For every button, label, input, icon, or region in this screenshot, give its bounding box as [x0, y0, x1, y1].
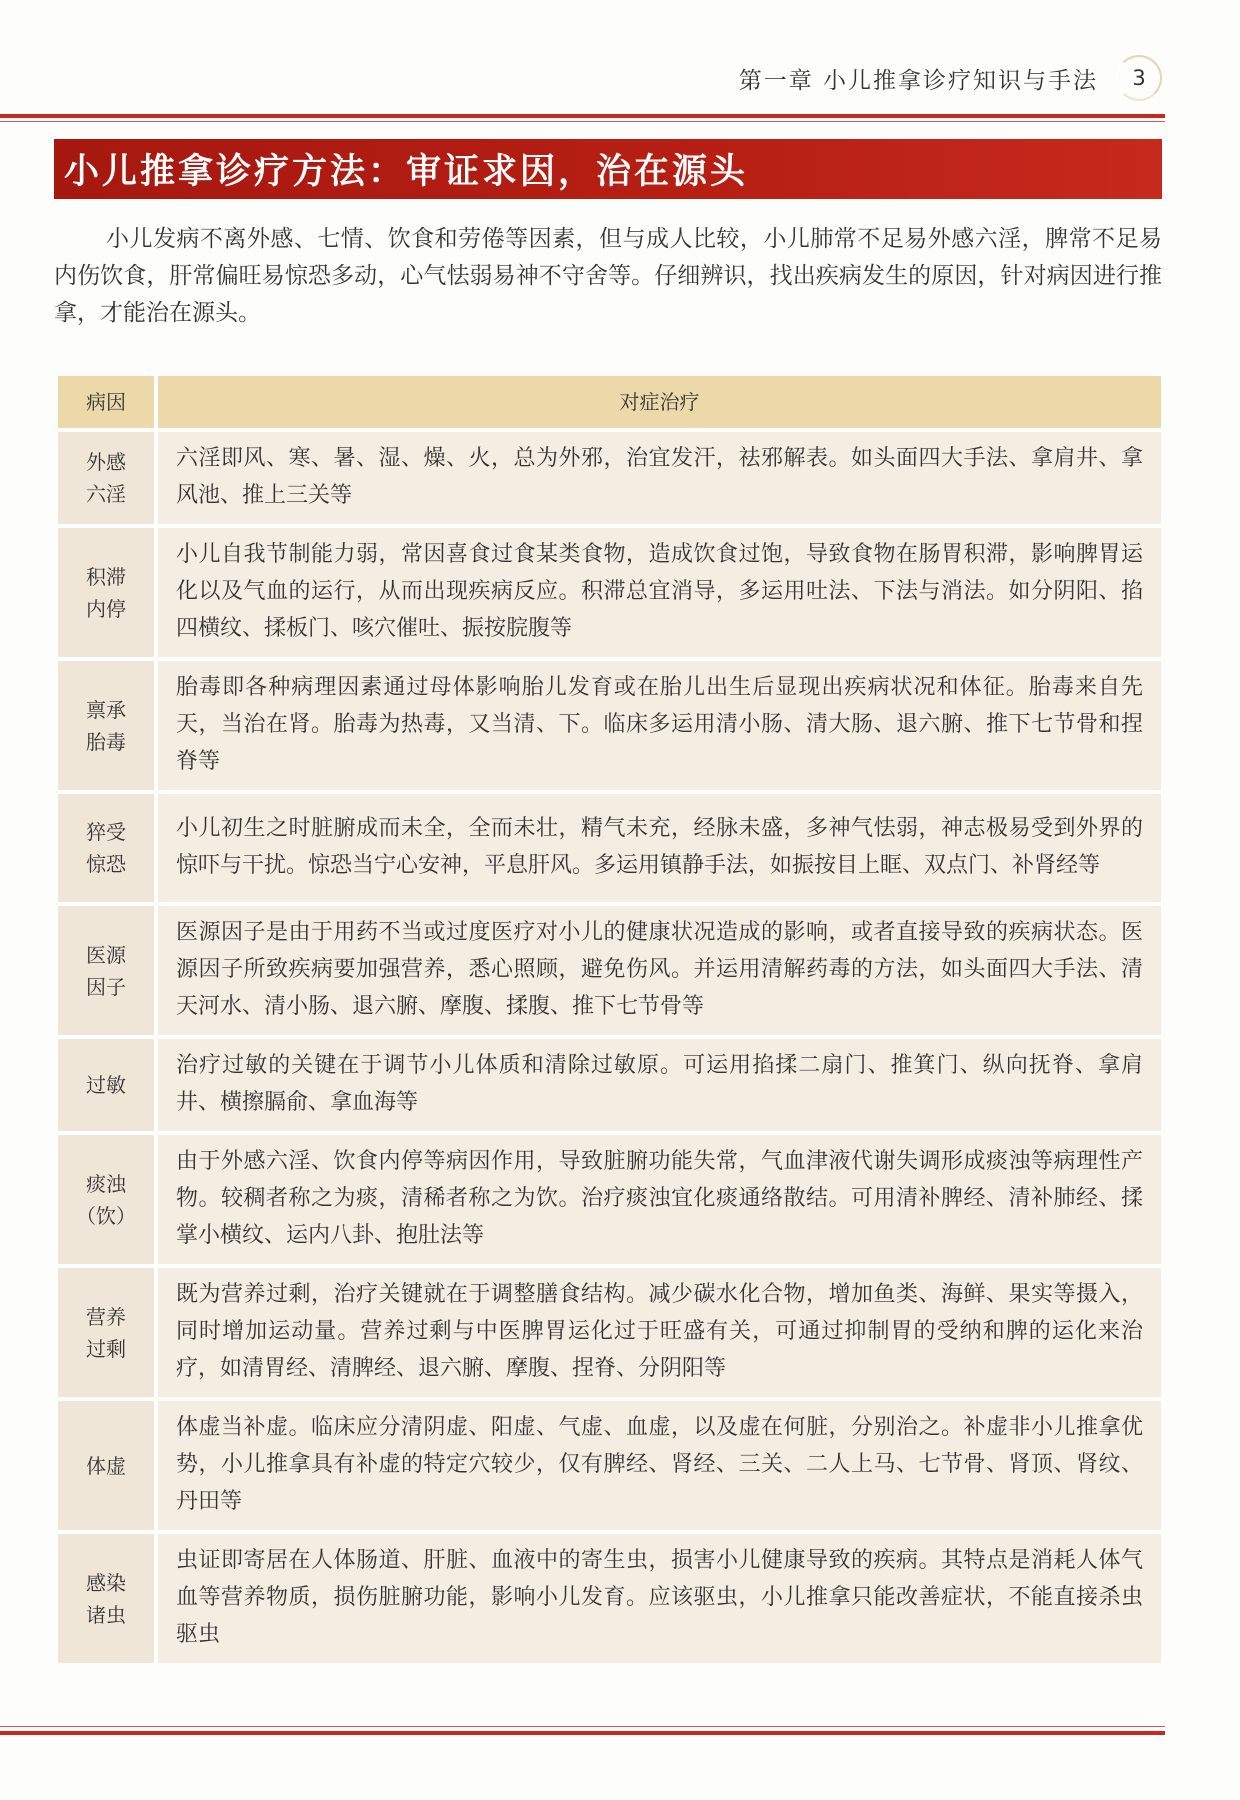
header-treatment: 对症治疗	[158, 376, 1161, 428]
cause-label: 惊恐	[86, 852, 126, 876]
cause-label: 过剩	[86, 1336, 126, 1361]
cause-cell	[58, 794, 154, 902]
header-rule-thin	[0, 121, 1165, 122]
treatment-cell: 胎毒即各种病理因素通过母体影响胎儿发育或在胎儿出生后显现出疾病状况和体征。胎毒来自先天，当治在肾。胎毒为热毒，又当清、下。临床多运用清小肠、清大肠、退六腑、推下七节骨和捏脊等	[158, 661, 1161, 790]
section-title: 小儿推拿诊疗方法：审证求因，治在源头	[64, 152, 749, 192]
footer-rule-thin	[0, 1726, 1165, 1727]
cause-label: 积滞	[86, 564, 126, 589]
cause-label: 诸虫	[86, 1602, 126, 1627]
treatment-cell: 六淫即风、寒、暑、湿、燥、火，总为外邪，治宜发汗，祛邪解表。如头面四大手法、拿肩井、拿风池、推上三关等	[158, 432, 1161, 524]
table-row	[58, 794, 1161, 902]
table-row	[58, 432, 1161, 524]
chapter-title: 第一章 小儿推拿诊疗知识与手法	[738, 67, 1098, 94]
header-rule	[0, 114, 1165, 118]
cause-label: 过敏	[86, 1073, 126, 1097]
cause-label: （饮）	[76, 1203, 136, 1228]
cause-label: 六淫	[86, 482, 126, 506]
treatment-cell: 小儿初生之时脏腑成而未全，全而未壮，精气未充，经脉未盛，多神气怯弱，神志极易受到外界的惊吓与干扰。惊恐当宁心安神，平息肝风。多运用镇静手法，如振按目上眶、双点门、补肾经等	[158, 794, 1161, 902]
table-row	[58, 1534, 1161, 1663]
cause-label: 痰浊	[86, 1171, 126, 1196]
treatment-cell: 由于外感六淫、饮食内停等病因作用，导致脏腑功能失常，气血津液代谢失调形成痰浊等病理性产物。较稠者称之为痰，清稀者称之为饮。治疗痰浊宜化痰通络散结。可用清补脾经、清补肺经、揉掌小横纹、运内八卦、抱肚法等	[158, 1135, 1161, 1264]
cause-cell	[58, 1534, 154, 1663]
treatment-cell: 小儿自我节制能力弱，常因喜食过食某类食物，造成饮食过饱，导致食物在肠胃积滞，影响脾胃运化以及气血的运行，从而出现疾病反应。积滞总宜消导，多运用吐法、下法与消法。如分阴阳、掐四横纹、揉板门、咳穴催吐、振按脘腹等	[158, 528, 1161, 657]
page-number-badge	[1116, 55, 1162, 101]
cause-cell	[58, 1135, 154, 1264]
cause-label: 体虚	[86, 1453, 126, 1478]
section-banner	[54, 139, 1162, 199]
cause-cell	[58, 906, 154, 1035]
cause-cell	[58, 528, 154, 657]
table-row	[58, 1039, 1161, 1131]
treatment-cell: 体虚当补虚。临床应分清阴虚、阳虚、气虚、血虚，以及虚在何脏，分别治之。补虚非小儿推拿优势，小儿推拿具有补虚的特定穴较少，仅有脾经、肾经、三关、二人上马、七节骨、肾顶、肾纹、丹田等	[158, 1401, 1161, 1530]
cause-label: 猝受	[86, 820, 126, 844]
treatment-cell: 虫证即寄居在人体肠道、肝脏、血液中的寄生虫，损害小儿健康导致的疾病。其特点是消耗人体气血等营养物质，损伤脏腑功能，影响小儿发育。应该驱虫，小儿推拿只能改善症状，不能直接杀虫驱虫	[158, 1534, 1161, 1663]
table-row	[58, 1401, 1161, 1530]
cause-label: 营养	[86, 1304, 126, 1329]
header-cause: 病因	[58, 376, 154, 428]
cause-cell	[58, 1268, 154, 1397]
table-row	[58, 661, 1161, 790]
treatment-cell: 既为营养过剩，治疗关键就在于调整膳食结构。减少碳水化合物，增加鱼类、海鲜、果实等摄入，同时增加运动量。营养过剩与中医脾胃运化过于旺盛有关，可通过抑制胃的受纳和脾的运化来治疗，如清胃经、清脾经、退六腑、摩腹、捏脊、分阴阳等	[158, 1268, 1161, 1397]
cause-label: 外感	[86, 450, 126, 474]
table-row	[58, 906, 1161, 1035]
cause-cell	[58, 1401, 154, 1530]
cause-cell	[58, 661, 154, 790]
cause-cell	[58, 432, 154, 524]
cause-treatment-table	[58, 376, 1161, 1663]
intro-paragraph: 小儿发病不离外感、七情、饮食和劳倦等因素，但与成人比较，小儿肺常不足易外感六淫，脾常不足易内伤饮食，肝常偏旺易惊恐多动，心气怯弱易神不守舍等。仔细辨识，找出疾病发生的原因，针对病因进行推拿，才能治在源头。	[54, 226, 1162, 326]
page-number: 3	[1132, 66, 1146, 90]
table-row	[58, 528, 1161, 657]
cause-cell	[58, 1039, 154, 1131]
footer-rule	[0, 1731, 1165, 1735]
cause-label: 因子	[86, 974, 126, 999]
table-row	[58, 1268, 1161, 1397]
cause-label: 胎毒	[86, 729, 126, 754]
cause-label: 医源	[86, 942, 126, 967]
treatment-cell: 医源因子是由于用药不当或过度医疗对小儿的健康状况造成的影响，或者直接导致的疾病状态。医源因子所致疾病要加强营养，悉心照顾，避免伤风。并运用清解药毒的方法，如头面四大手法、清天河水、清小肠、退六腑、摩腹、揉腹、推下七节骨等	[158, 906, 1161, 1035]
cause-label: 内停	[86, 596, 126, 621]
table-header-row	[58, 376, 1161, 428]
cause-label: 感染	[86, 1570, 126, 1595]
running-header	[739, 58, 1162, 98]
cause-label: 禀承	[86, 697, 126, 722]
table-row	[58, 1135, 1161, 1264]
treatment-cell: 治疗过敏的关键在于调节小儿体质和清除过敏原。可运用掐揉二扇门、推箕门、纵向抚脊、拿肩井、横擦膈俞、拿血海等	[158, 1039, 1161, 1131]
